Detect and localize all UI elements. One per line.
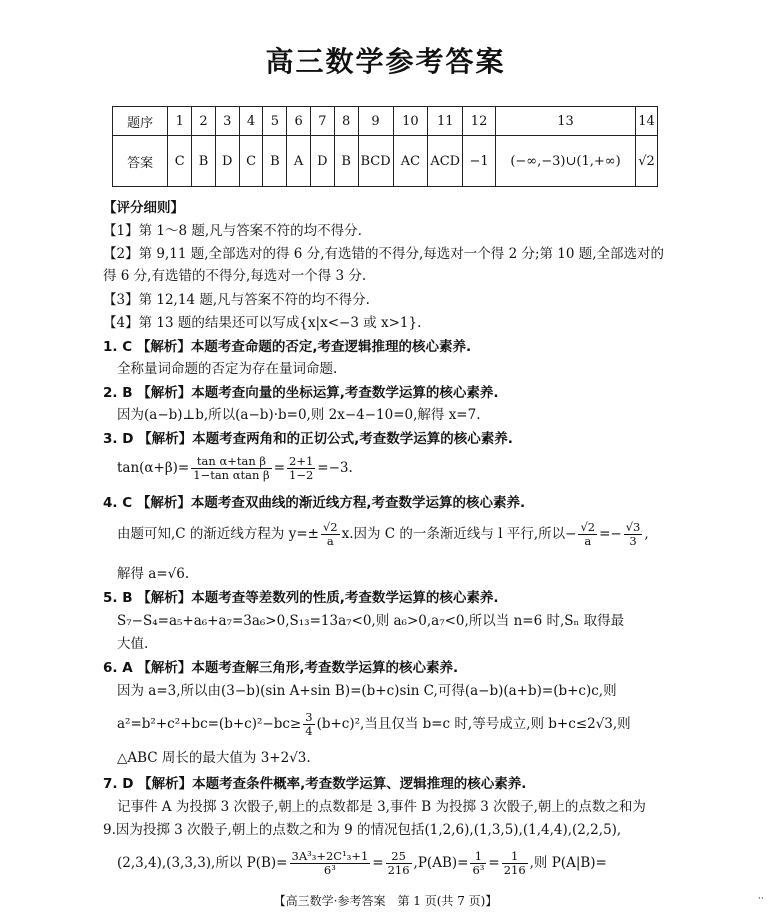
q4-expr: ,	[644, 526, 649, 542]
q7-solution	[117, 850, 607, 877]
answer-cell: (−∞,−3)∪(1,+∞)	[495, 136, 635, 187]
q6-fraction	[303, 711, 314, 738]
q4-fraction	[578, 521, 597, 548]
answer-table	[112, 106, 658, 187]
answer-cell: AC	[393, 136, 428, 187]
q2-heading: 2. B 【解析】本题考查向量的坐标运算,考查数学运算的核心素养.	[103, 385, 499, 401]
q6-solution-end: △ABC 周长的最大值为 3+2√3.	[117, 750, 311, 766]
q3-solution	[117, 455, 353, 482]
q7-expr: (2,3,4),(3,3,3),所以 P(B)=	[117, 855, 288, 871]
answer-cell: B	[192, 136, 216, 187]
q3-eq: =	[273, 460, 286, 476]
corner-mark: ··	[758, 894, 764, 904]
denominator: 6³	[472, 863, 485, 877]
scoring-rule: 【4】第 13 题的结果还可以写成{x|x<−3 或 x>1}.	[103, 315, 422, 331]
page-footer: 【高三数学·参考答案 第 1 页(共 7 页)】	[273, 894, 498, 908]
q-number: 12	[463, 107, 496, 136]
answer-cell: B	[334, 136, 358, 187]
answer-cell: BCD	[358, 136, 393, 187]
q4-solution-end: 解得 a=√6.	[117, 566, 190, 582]
q-number: 11	[428, 107, 463, 136]
answer-cell: D	[311, 136, 335, 187]
q5-solution: 大值.	[117, 636, 149, 652]
q4-fraction	[321, 521, 340, 548]
numerator: 3A³₃+2C¹₃+1	[291, 849, 369, 863]
scoring-rule: 【3】第 12,14 题,凡与答案不符的均不得分.	[103, 292, 370, 308]
q7-eq: =	[488, 855, 500, 871]
q-number: 9	[358, 107, 393, 136]
q4-fraction	[624, 521, 643, 548]
q4-solution	[117, 521, 649, 548]
answer-cell: ACD	[428, 136, 463, 187]
row-label-number: 题序	[113, 107, 168, 136]
denominator: a	[584, 534, 592, 548]
numerator: 1	[502, 850, 528, 864]
q7-fraction	[386, 850, 412, 877]
q4-eq: =−	[599, 526, 622, 542]
denominator: 1−2	[289, 468, 314, 482]
q7-expr: ,则 P(A|B)=	[529, 855, 607, 871]
answer-cell: A	[287, 136, 311, 187]
answer-cell: −1	[463, 136, 496, 187]
q7-fraction	[290, 850, 371, 877]
q-number: 3	[215, 107, 239, 136]
q1-solution: 全称量词命题的否定为存在量词命题.	[117, 361, 338, 377]
q3-heading: 3. D 【解析】本题考查两角和的正切公式,考查数学运算的核心素养.	[103, 431, 513, 447]
q-number: 13	[495, 107, 635, 136]
q4-expr: x.因为 C 的一条渐近线与 l 平行,所以−	[341, 526, 577, 542]
q4-heading: 4. C 【解析】本题考查双曲线的渐近线方程,考查数学运算的核心素养.	[103, 495, 526, 511]
row-label-answer: 答案	[113, 136, 168, 187]
q6-expr: a²=b²+c²+bc=(b+c)²−bc≥	[117, 716, 302, 732]
q-number: 1	[168, 107, 192, 136]
answer-cell: B	[263, 136, 287, 187]
denominator: a	[326, 534, 334, 548]
q7-fraction	[502, 850, 528, 877]
denominator: 216	[387, 863, 410, 877]
q3-result: =−3.	[317, 460, 353, 476]
numerator: 2+1	[289, 454, 314, 468]
q7-solution: 9.因为投掷 3 次骰子,朝上的点数之和为 9 的情况包括(1,2,6),(1,3,5),(1,4,4),(2,2,5),	[103, 822, 622, 838]
q6-heading: 6. A 【解析】本题考查解三角形,考查数学运算的核心素养.	[103, 660, 459, 676]
q-number: 7	[311, 107, 335, 136]
answer-cell: √2	[635, 136, 657, 187]
denominator: 4	[305, 724, 313, 738]
q7-fraction	[470, 850, 486, 877]
q6-expr: (b+c)²,当且仅当 b=c 时,等号成立,则 b+c≤2√3,则	[316, 716, 631, 732]
denominator: 216	[503, 863, 526, 877]
q3-fraction	[287, 455, 315, 482]
numerator: 25	[386, 850, 412, 864]
q3-expr: tan(α+β)=	[117, 460, 190, 476]
scoring-rule: 【1】第 1～8 题,凡与答案不符的均不得分.	[103, 223, 362, 239]
q2-solution: 因为(a−b)⊥b,所以(a−b)·b=0,则 2x−4−10=0,解得 x=7.	[117, 407, 481, 423]
denominator: 6³	[323, 863, 336, 877]
numerator: √2	[322, 520, 338, 534]
numerator: √2	[580, 520, 596, 534]
numerator: 1	[470, 850, 486, 864]
q7-expr: ,P(AB)=	[413, 855, 469, 871]
answer-table-answer-row	[113, 136, 658, 187]
q-number: 14	[635, 107, 657, 136]
scoring-rule: 【2】第 9,11 题,全部选对的得 6 分,有选错的不得分,每选对一个得 2 分;第 10 题,全部选对的	[103, 246, 665, 262]
denominator: 3	[629, 534, 637, 548]
q-number: 10	[393, 107, 428, 136]
answer-table-header-row	[113, 107, 658, 136]
q3-fraction	[191, 455, 271, 482]
answer-cell: D	[215, 136, 239, 187]
answer-cell: C	[168, 136, 192, 187]
answer-cell: C	[239, 136, 263, 187]
q5-solution: S₇−S₄=a₅+a₆+a₇=3a₆>0,S₁₃=13a₇<0,则 a₆>0,a₇<0,所以当 n=6 时,Sₙ 取得最	[117, 613, 625, 629]
page-title: 高三数学参考答案	[265, 45, 506, 78]
scoring-rule: 得 6 分,有选错的不得分,每选对一个得 3 分.	[103, 268, 367, 284]
q6-solution: 因为 a=3,所以由(3−b)(sin A+sin B)=(b+c)sin C,可得(a−b)(a+b)=(b+c)c,则	[117, 683, 617, 699]
numerator: 3	[305, 710, 313, 724]
q7-solution: 记事件 A 为投掷 3 次骰子,朝上的点数都是 3,事件 B 为投掷 3 次骰子,朝上的点数之和为	[117, 799, 646, 815]
q4-expr: 由题可知,C 的渐近线方程为 y=±	[117, 526, 319, 542]
scoring-heading: 【评分细则】	[103, 200, 184, 216]
q7-heading: 7. D 【解析】本题考查条件概率,考查数学运算、逻辑推理的核心素养.	[103, 776, 527, 792]
denominator: 1−tan αtan β	[193, 468, 270, 482]
q-number: 2	[192, 107, 216, 136]
q-number: 8	[334, 107, 358, 136]
q7-eq: =	[372, 855, 384, 871]
q1-heading: 1. C 【解析】本题考查命题的否定,考查逻辑推理的核心素养.	[103, 339, 472, 355]
q-number: 4	[239, 107, 263, 136]
q-number: 5	[263, 107, 287, 136]
q5-heading: 5. B 【解析】本题考查等差数列的性质,考查数学运算的核心素养.	[103, 590, 499, 606]
q-number: 6	[287, 107, 311, 136]
numerator: √3	[625, 520, 641, 534]
q6-solution	[117, 711, 631, 738]
numerator: tan α+tan β	[191, 455, 271, 469]
